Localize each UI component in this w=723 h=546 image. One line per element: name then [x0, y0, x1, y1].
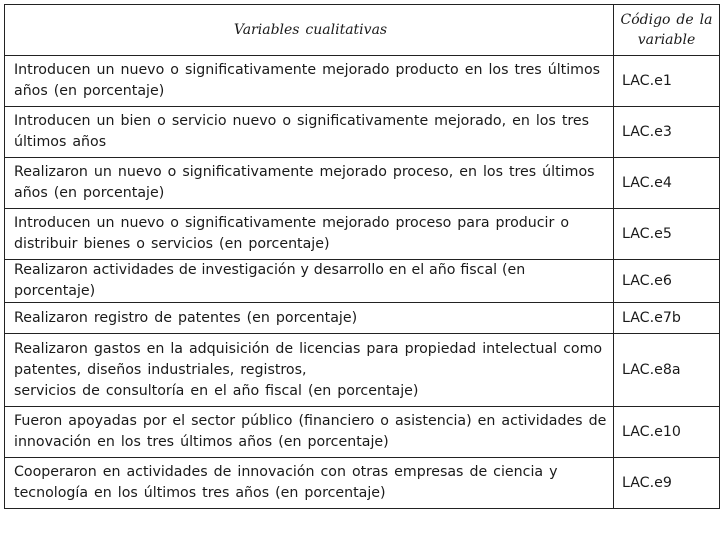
header-variables: Variables cualitativas [5, 5, 614, 56]
table-row [5, 334, 720, 407]
table-row [5, 260, 720, 303]
table-row [5, 209, 720, 260]
row-code: LAC.e3 [614, 107, 720, 158]
table-row [5, 458, 720, 509]
table-row [5, 56, 720, 107]
row-code: LAC.e7b [614, 303, 720, 334]
row-code: LAC.e8a [614, 334, 720, 407]
header-code [614, 5, 720, 56]
row-description: Fueron apoyadas por el sector público (financiero o asistencia) en actividades de innovación en los tres últimos años (en porcentaje) [5, 407, 614, 458]
row-description: Introducen un nuevo o significativamente mejorado producto en los tres últimos años (en porcentaje) [5, 56, 614, 107]
row-description: Introducen un bien o servicio nuevo o significativamente mejorado, en los tres últimos años [5, 107, 614, 158]
row-description-line: servicios de consultoría en el año fiscal (en porcentaje) [14, 382, 419, 399]
table-row [5, 407, 720, 458]
header-code-line1: Código de la [620, 12, 713, 28]
row-code: LAC.e10 [614, 407, 720, 458]
row-code: LAC.e5 [614, 209, 720, 260]
table-header-row [5, 5, 720, 56]
table-row [5, 303, 720, 334]
table-row [5, 107, 720, 158]
row-description: Realizaron registro de patentes (en porcentaje) [5, 303, 614, 334]
row-code: LAC.e6 [614, 260, 720, 303]
table-row [5, 158, 720, 209]
row-code: LAC.e4 [614, 158, 720, 209]
row-code: LAC.e9 [614, 458, 720, 509]
row-description [5, 334, 614, 407]
row-description: Introducen un nuevo o significativamente mejorado proceso para producir o distribuir bienes o servicios (en porcentaje) [5, 209, 614, 260]
row-code: LAC.e1 [614, 56, 720, 107]
row-description: Realizaron un nuevo o significativamente mejorado proceso, en los tres últimos años (en porcentaje) [5, 158, 614, 209]
header-code-line2: variable [637, 32, 696, 48]
row-description: Realizaron actividades de investigación y desarrollo en el año fiscal (en porcentaje) [5, 260, 614, 303]
row-description-line: Realizaron gastos en la adquisición de licencias para propiedad intelectual como patentes, diseños industriales, registros, [14, 340, 603, 378]
row-description: Cooperaron en actividades de innovación con otras empresas de ciencia y tecnología en los últimos tres años (en porcentaje) [5, 458, 614, 509]
variables-table-container [4, 4, 719, 509]
variables-table [4, 4, 720, 509]
